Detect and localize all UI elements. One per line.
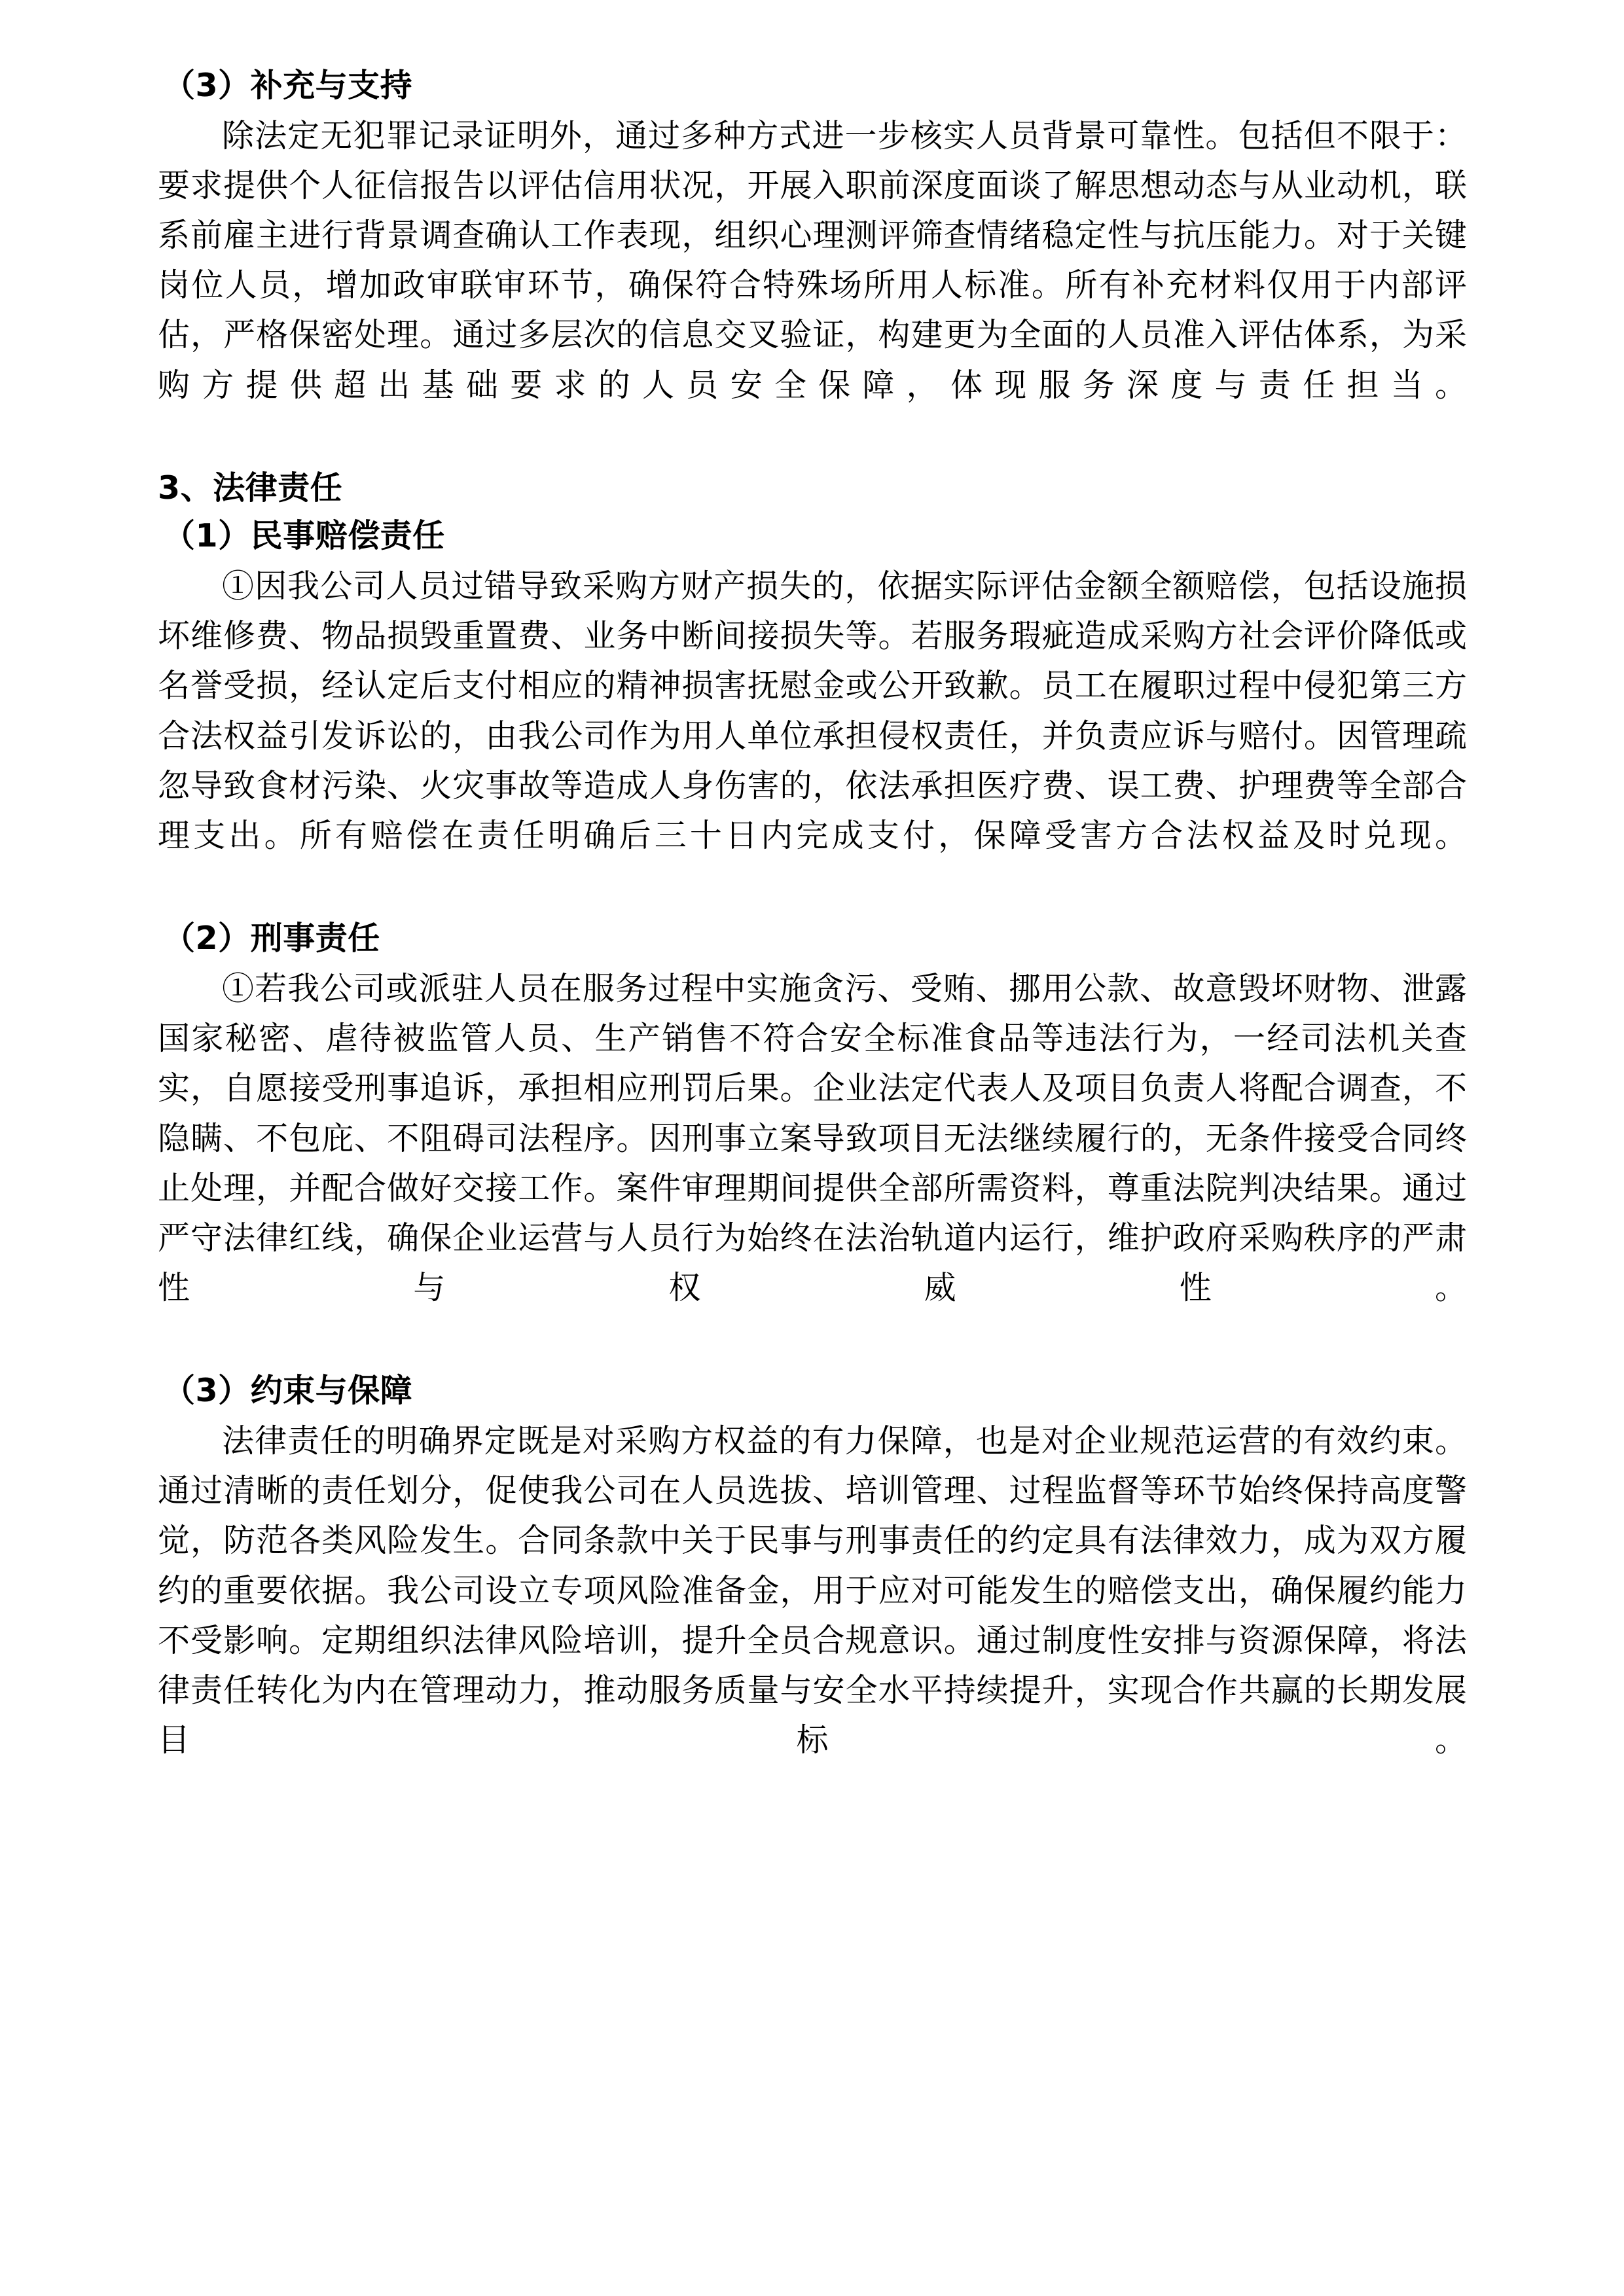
heading-legal-liability: 3、法律责任 [158, 469, 343, 507]
paragraph-criminal-liability: ①若我公司或派驻人员在服务过程中实施贪污、受贿、挪用公款、故意毁坏财物、泄露国家秘密、虐待被监管人员、生产销售不符合安全标准食品等违法行为，一经司法机关查实，自愿接受刑事追诉，承担相应刑罚后果。企业法定代表人及项目负责人将配合调查，不隐瞒、不包庇、不阻碍司法程序。因刑事立案导致项目无法继续履行的，无条件接受合同终止处理，并配合做好交接工作。案件审理期间提供全部所需资料，尊重法院判决结果。通过严守法律红线，确保企业运营与人员行为始终在法治轨道内运行，维护政府采购秩序的严肃性与权威性。 [158, 969, 1467, 1307]
paragraph-constraint-and-guarantee: 法律责任的明确界定既是对采购方权益的有力保障，也是对企业规范运营的有效约束。通过清晰的责任划分，促使我公司在人员选拔、培训管理、过程监督等环节始终保持高度警觉，防范各类风险发生。合同条款中关于民事与刑事责任的约定具有法律效力，成为双方履约的重要依据。我公司设立专项风险准备金，用于应对可能发生的赔偿支出，确保履约能力不受影响。定期组织法律风险培训，提升全员合规意识。通过制度性安排与资源保障，将法律责任转化为内在管理动力，推动服务质量与安全水平持续提升，实现合作共赢的长期发展目标。 [158, 1422, 1467, 1759]
heading-supplement-and-support: （3）补充与支持 [163, 67, 413, 104]
document-body [158, 63, 1467, 1816]
paragraph-civil-compensation-liability: ①因我公司人员过错导致采购方财产损失的，依据实际评估金额全额赔偿，包括设施损坏维修费、物品损毁重置费、业务中断间接损失等。若服务瑕疵造成采购方社会评价降低或名誉受损，经认定后支付相应的精神损害抚慰金或公开致歉。员工在履职过程中侵犯第三方合法权益引发诉讼的，由我公司作为用人单位承担侵权责任，并负责应诉与赔付。因管理疏忽导致食材污染、火灾事故等造成人身伤害的，依法承担医疗费、误工费、护理费等全部合理支出。所有赔偿在责任明确后三十日内完成支付，保障受害方合法权益及时兑现。 [158, 567, 1467, 854]
heading-civil-compensation-liability: （1）民事赔偿责任 [163, 517, 445, 555]
heading-criminal-liability: （2）刑事责任 [163, 920, 380, 958]
paragraph-supplement-and-support: 除法定无犯罪记录证明外，通过多种方式进一步核实人员背景可靠性。包括但不限于：要求提供个人征信报告以评估信用状况，开展入职前深度面谈了解思想动态与从业动机，联系前雇主进行背景调查确认工作表现，组织心理测评筛查情绪稳定性与抗压能力。对于关键岗位人员，增加政审联审环节，确保符合特殊场所用人标准。所有补充材料仅用于内部评估，严格保密处理。通过多层次的信息交叉验证，构建更为全面的人员准入评估体系，为采购方提供超出基础要求的人员安全保障，体现服务深度与责任担当。 [158, 117, 1467, 404]
heading-constraint-and-guarantee: （3）约束与保障 [163, 1372, 413, 1410]
